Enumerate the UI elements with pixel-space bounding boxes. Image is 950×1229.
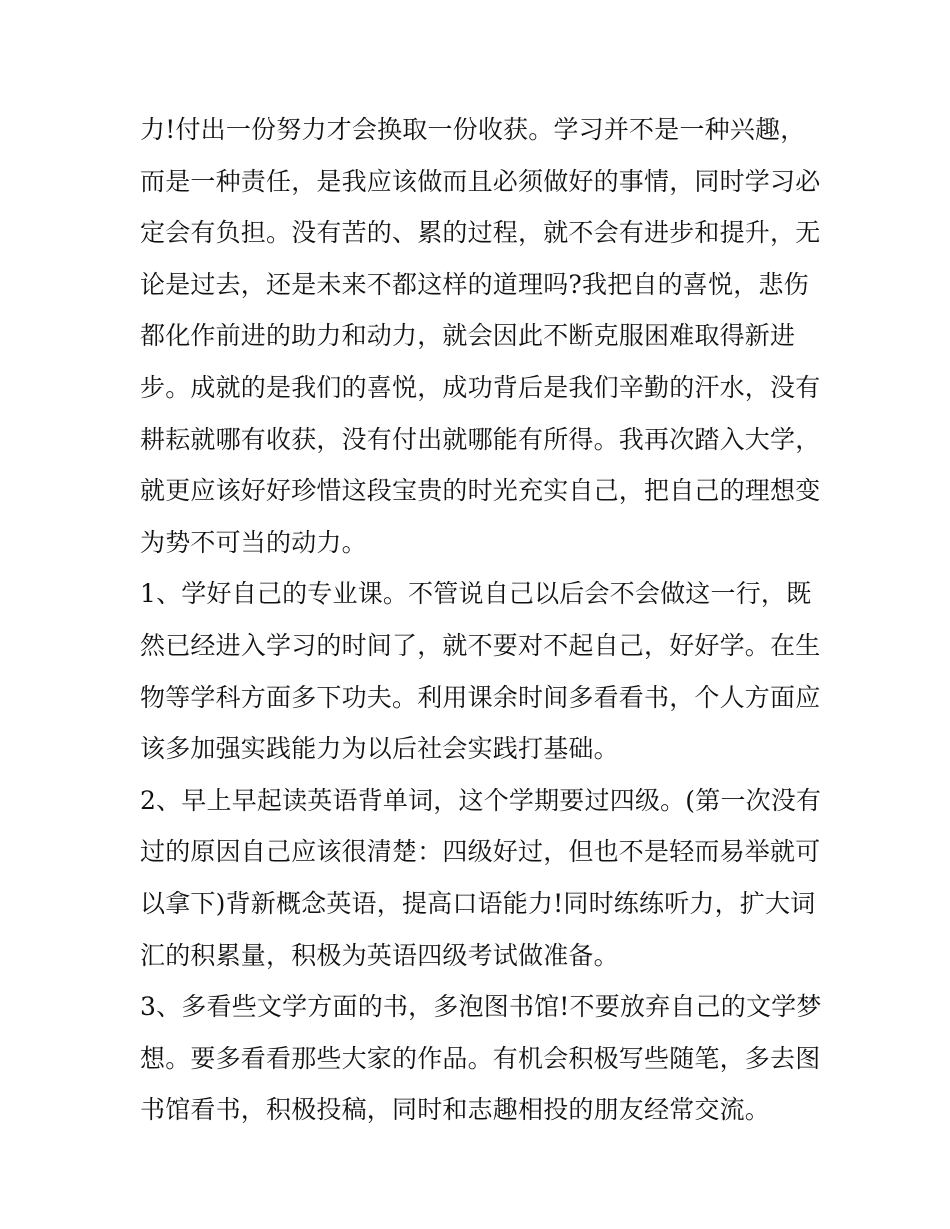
text-line: 步。成就的是我们的喜悦，成功背后是我们辛勤的汗水，没有 bbox=[140, 372, 821, 402]
list-item-1-line: 该多加强实践能力为以后社会实践打基础。 bbox=[140, 734, 619, 764]
body-text bbox=[140, 104, 820, 1136]
list-item-2-line: 汇的积累量，积极为英语四级考试做准备。 bbox=[140, 940, 619, 970]
text-line: 定会有负担。没有苦的、累的过程，就不会有进步和提升，无 bbox=[140, 218, 821, 248]
list-item-2-line: 过的原因自己应该很清楚：四级好过，但也不是轻而易举就可 bbox=[140, 837, 821, 867]
text-line: 为势不可当的动力。 bbox=[140, 527, 367, 557]
list-item-1-line: 然已经进入学习的时间了，就不要对不起自己，好好学。在生 bbox=[140, 630, 821, 660]
list-item-2-line: 2、早上早起读英语背单词，这个学期要过四级。(第一次没有 bbox=[140, 785, 822, 815]
text-line: 力!付出一份努力才会换取一份收获。学习并不是一种兴趣， bbox=[140, 115, 806, 144]
list-item-2-line: 以拿下)背新概念英语，提高口语能力!同时练练听力，扩大词 bbox=[140, 888, 816, 918]
list-item-1-line: 物等学科方面多下功夫。利用课余时间多看看书，个人方面应 bbox=[140, 682, 821, 712]
text-line: 耕耘就哪有收获，没有付出就哪能有所得。我再次踏入大学， bbox=[140, 424, 821, 454]
text-line: 而是一种责任，是我应该做而且必须做好的事情，同时学习必 bbox=[140, 166, 821, 196]
text-line: 都化作前进的助力和动力，就会因此不断克服困难取得新进 bbox=[140, 321, 796, 351]
text-line: 就更应该好好珍惜这段宝贵的时光充实自己，把自己的理想变 bbox=[140, 476, 821, 506]
list-item-1-line: 1、学好自己的专业课。不管说自己以后会不会做这一行，既 bbox=[140, 579, 812, 609]
list-item-3-line: 书馆看书，积极投稿，同时和志趣相投的朋友经常交流。 bbox=[140, 1095, 771, 1125]
list-item-3-line: 想。要多看看那些大家的作品。有机会积极写些随笔，多去图 bbox=[140, 1043, 821, 1073]
text-line: 论是过去，还是未来不都这样的道理吗?我把自的喜悦，悲伤 bbox=[140, 269, 809, 299]
list-item-3-line: 3、多看些文学方面的书，多泡图书馆!不要放弃自己的文学梦 bbox=[140, 992, 822, 1022]
